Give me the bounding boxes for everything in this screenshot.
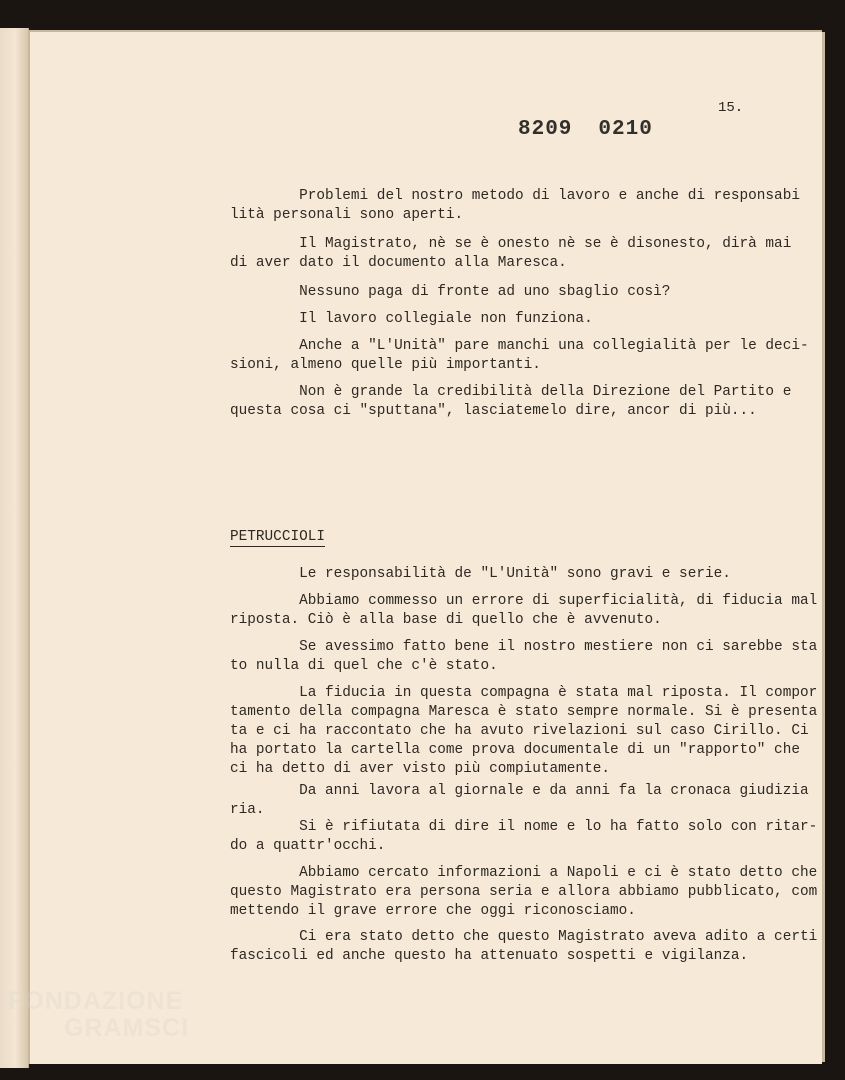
- watermark-line-2: GRAMSCI: [64, 1014, 190, 1042]
- paragraph: Abbiamo cercato informazioni a Napoli e ci è stato detto questo Magistrato era persona seria e allora abbiamo pubblicato, mettendo il grave errore che oggi riconosciamo.: [230, 865, 783, 919]
- paragraph: La fiducia in questa compagna è stata mal riposta. Il tamento della compagna Maresca è stato sempre normale. Si è ta e ci ha raccontato che ha avuto rivelazioni sul caso Cirillo. ha portato la cartella come prova documentale di un "rapporto" ci ha detto di aver visto più compiutamente.: [230, 685, 783, 777]
- watermark-line-1: FONDAZIONE: [8, 987, 184, 1015]
- binder-edge: [0, 28, 29, 1068]
- stamp-number-1: 8209: [518, 118, 573, 141]
- paragraph: Il Magistrato, nè se è onesto nè se è disonesto, dirà di aver dato il documento alla Maresca.: [230, 236, 757, 271]
- paragraph: Anche a "L'Unità" pare manchi una collegialità per le sioni, almeno quelle più importanti.: [230, 338, 757, 373]
- archive-stamp: [518, 118, 653, 141]
- paragraph: Abbiamo commesso un errore di superficialità, di fiducia riposta. Ciò è alla base di quello che è avvenuto.: [230, 593, 783, 628]
- paragraph: Ci era stato detto che questo Magistrato aveva adito a fascicoli ed anche questo ha attenuato sospetti e vigilanza.: [230, 929, 766, 964]
- speaker-name: PETRUCCIOLI: [230, 529, 325, 545]
- page-number: 15.: [718, 100, 744, 116]
- paragraph: Problemi del nostro metodo di lavoro e anche di responsabi lità personali sono aperti.: [230, 188, 800, 223]
- paragraph: Non è grande la credibilità della Direzione del Partito questa cosa ci "sputtana", lasciatemelo dire, ancor di più...: [230, 384, 775, 419]
- paragraph: Se avessimo fatto bene il nostro mestiere non ci sarebbe to nulla di quel che c'è stato.: [230, 639, 783, 674]
- paragraph: Il lavoro collegiale non funziona.: [230, 311, 593, 327]
- watermark-logo: [8, 988, 189, 1042]
- paragraph: Si è rifiutata di dire il nome e lo ha fatto solo con do a quattr'occhi.: [230, 819, 757, 854]
- paragraph: Le responsabilità de "L'Unità" sono gravi e serie.: [230, 566, 731, 582]
- page-edge: [822, 32, 825, 1062]
- stamp-number-2: 0210: [598, 118, 653, 141]
- paragraph: Nessuno paga di fronte ad uno sbaglio così?: [230, 284, 671, 300]
- paragraph: Da anni lavora al giornale e da anni fa la cronaca giudizia ria.: [230, 783, 809, 818]
